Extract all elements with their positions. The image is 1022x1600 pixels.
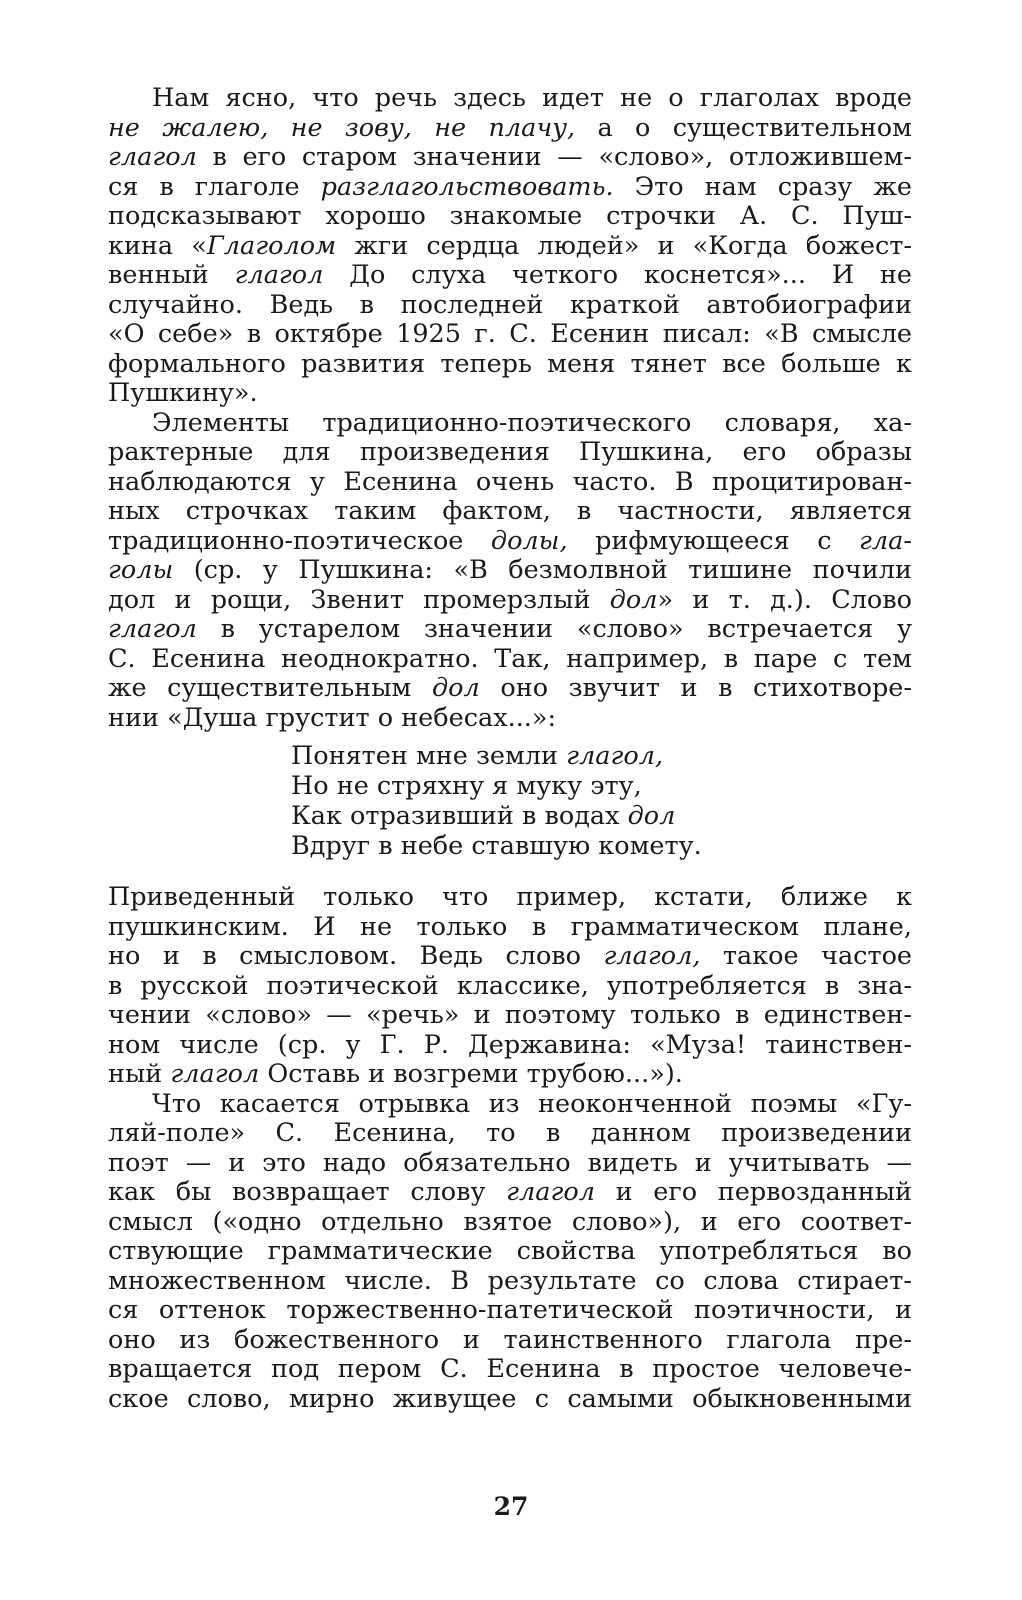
italic-text: гла-	[859, 525, 912, 556]
text-line	[108, 674, 912, 704]
text-segment: рактерные для произведения Пушкина, его образы	[108, 437, 912, 467]
page-number: 27	[493, 1492, 529, 1521]
text-segment: Но не стряхну я муку эту,	[291, 771, 642, 801]
text-line	[108, 409, 912, 439]
text-line	[108, 84, 912, 114]
text-segment: рифмующееся с	[567, 525, 860, 556]
text-line	[108, 143, 912, 173]
text-segment: вращается под пером С. Есенина в простое человече-	[108, 1354, 912, 1384]
paragraph-3	[108, 883, 912, 1090]
text-line	[108, 114, 912, 144]
text-segment: а о существительном	[575, 112, 912, 143]
text-segment: венный	[108, 260, 235, 290]
text-line	[108, 291, 912, 321]
text-segment: ном числе (ср. у Г. Р. Державина: «Муза! таинствен-	[108, 1029, 912, 1060]
text-segment: множественном числе. В результате со слова стирает-	[108, 1265, 912, 1296]
text-line	[108, 556, 912, 586]
text-segment: пушкинским. И не только в грамматическом плане,	[108, 911, 912, 942]
text-line	[108, 1326, 912, 1356]
text-segment: случайно. Ведь в последней краткой автобиографии	[108, 289, 912, 320]
text-segment: оно звучит и в стихотворе-	[479, 673, 912, 703]
text-segment: наблюдаются у Есенина очень часто. В процитирован-	[108, 466, 912, 497]
text-line	[108, 527, 912, 557]
text-segment: Элементы традиционно-поэтического словаря, ха-	[152, 407, 912, 438]
text-segment: традиционно-поэтическое	[108, 525, 491, 556]
text-segment: Приведенный только что пример, кстати, ближе к	[108, 882, 912, 912]
italic-text: глагол,	[603, 941, 701, 971]
text-line	[108, 1178, 912, 1208]
verse-line	[291, 741, 912, 771]
text-segment: смысл («одно отдельно взятое слово»), и его соответ-	[108, 1206, 912, 1237]
text-segment: Как отразивший в водах	[291, 801, 628, 831]
text-line	[108, 350, 912, 380]
text-segment: оно из божественного и таинственного глагола пре-	[108, 1324, 912, 1355]
verse-quote	[291, 741, 912, 861]
italic-text: голы	[108, 555, 174, 585]
text-segment: Понятен мне земли	[291, 741, 567, 771]
text-line	[108, 645, 912, 675]
text-line	[108, 202, 912, 232]
text-line	[108, 615, 912, 645]
text-segment: в его старом значении — «слово», отложившем-	[196, 142, 912, 172]
italic-text: глагол,	[566, 741, 664, 771]
text-line	[108, 1090, 912, 1120]
paragraph-4	[108, 1090, 912, 1415]
text-line	[108, 1237, 912, 1267]
text-segment: подсказывают хорошо знакомые строчки А. С. Пуш-	[108, 201, 912, 231]
text-segment: формального развития теперь меня тянет все больше к	[108, 348, 912, 379]
paragraph-1	[108, 84, 912, 409]
text-segment: ся в глаголе	[108, 171, 321, 202]
text-segment: кина «	[108, 230, 207, 261]
text-segment: До слуха четкого коснется»... И не	[323, 260, 912, 290]
text-line	[108, 497, 912, 527]
italic-text: глагол	[170, 1059, 260, 1089]
text-segment: в устарелом значении «слово» встречается у	[196, 614, 912, 644]
italic-text: Глаголом	[206, 230, 337, 261]
text-line	[108, 1001, 912, 1031]
text-line	[108, 173, 912, 203]
text-line	[108, 379, 912, 409]
text-segment: чении «слово» — «речь» и поэтому только в единствен-	[108, 1000, 912, 1030]
paragraph-2	[108, 409, 912, 734]
text-segment: ствующие грамматические свойства употребляться во	[108, 1236, 912, 1266]
text-segment: и его первозданный	[594, 1177, 912, 1207]
text-line	[108, 468, 912, 498]
text-line	[108, 1296, 912, 1326]
text-segment: Нам ясно, что речь здесь идет не о глаголах вроде	[152, 83, 912, 113]
text-line	[108, 1031, 912, 1061]
italic-text: глагол	[108, 142, 197, 172]
text-segment: жги сердца людей» и «Когда божест-	[336, 230, 912, 261]
text-segment: поэт — и это надо обязательно видеть и учитывать —	[108, 1147, 912, 1178]
text-line	[108, 1060, 912, 1090]
text-line	[108, 942, 912, 972]
page-body	[108, 84, 912, 1414]
italic-text: дол	[431, 673, 480, 703]
text-segment: (ср. у Пушкина: «В безмолвной тишине почили	[173, 555, 912, 585]
text-line	[108, 1385, 912, 1415]
text-segment: Пушкину».	[108, 378, 258, 408]
text-segment: как бы возвращает слову	[108, 1177, 507, 1207]
text-segment: С. Есенина неоднократно. Так, например, в паре с тем	[108, 643, 912, 674]
text-line	[108, 913, 912, 943]
italic-text: дол	[627, 801, 676, 831]
text-line	[108, 883, 912, 913]
italic-text: глагол	[506, 1177, 595, 1207]
text-line	[108, 972, 912, 1002]
italic-text: разглагольствовать.	[320, 171, 614, 202]
text-segment: в русской поэтической классике, употребляется в зна-	[108, 970, 912, 1001]
text-segment: ляй-поле» С. Есенина, то в данном произведении	[108, 1118, 912, 1148]
text-segment: же существительным	[108, 673, 432, 703]
text-segment: » и т. д.). Слово	[657, 584, 912, 615]
text-line	[108, 1208, 912, 1238]
text-line	[108, 320, 912, 350]
text-segment: ный	[108, 1059, 171, 1089]
text-line	[108, 1149, 912, 1179]
text-line	[108, 438, 912, 468]
text-segment: ся оттенок торжественно-патетической поэтичности, и	[108, 1295, 912, 1325]
verse-line	[291, 831, 912, 861]
text-segment: «О себе» в октябре 1925 г. С. Есенин писал: «В смысле	[108, 319, 912, 349]
text-line	[108, 586, 912, 616]
italic-text: глагол	[234, 260, 324, 290]
text-segment: ское слово, мирно живущее с самыми обыкновенными	[108, 1383, 912, 1414]
text-segment: ных строчках таким фактом, в частности, является	[108, 496, 912, 526]
text-segment: но и в смысловом. Ведь слово	[108, 941, 604, 971]
text-line	[108, 704, 912, 734]
text-line	[108, 1267, 912, 1297]
text-segment: Оставь и возгреми трубою...»).	[259, 1059, 683, 1089]
verse-line	[291, 801, 912, 831]
text-line	[108, 1119, 912, 1149]
text-line	[108, 1355, 912, 1385]
text-segment: такое частое	[700, 941, 913, 971]
text-segment: дол и рощи, Звенит промерзлый	[108, 584, 610, 615]
italic-text: долы,	[490, 525, 568, 556]
italic-text: не жалею, не зову, не плачу,	[108, 112, 576, 143]
text-segment: нии «Душа грустит о небесах...»:	[108, 702, 557, 733]
text-line	[108, 261, 912, 291]
text-segment: Что касается отрывка из неоконченной поэмы «Гу-	[152, 1088, 912, 1119]
italic-text: глагол	[108, 614, 197, 644]
text-segment: Это нам сразу же	[613, 171, 912, 202]
text-segment: Вдруг в небе ставшую комету.	[291, 831, 702, 861]
text-line	[108, 232, 912, 262]
italic-text: дол	[609, 584, 658, 615]
verse-line	[291, 771, 912, 801]
